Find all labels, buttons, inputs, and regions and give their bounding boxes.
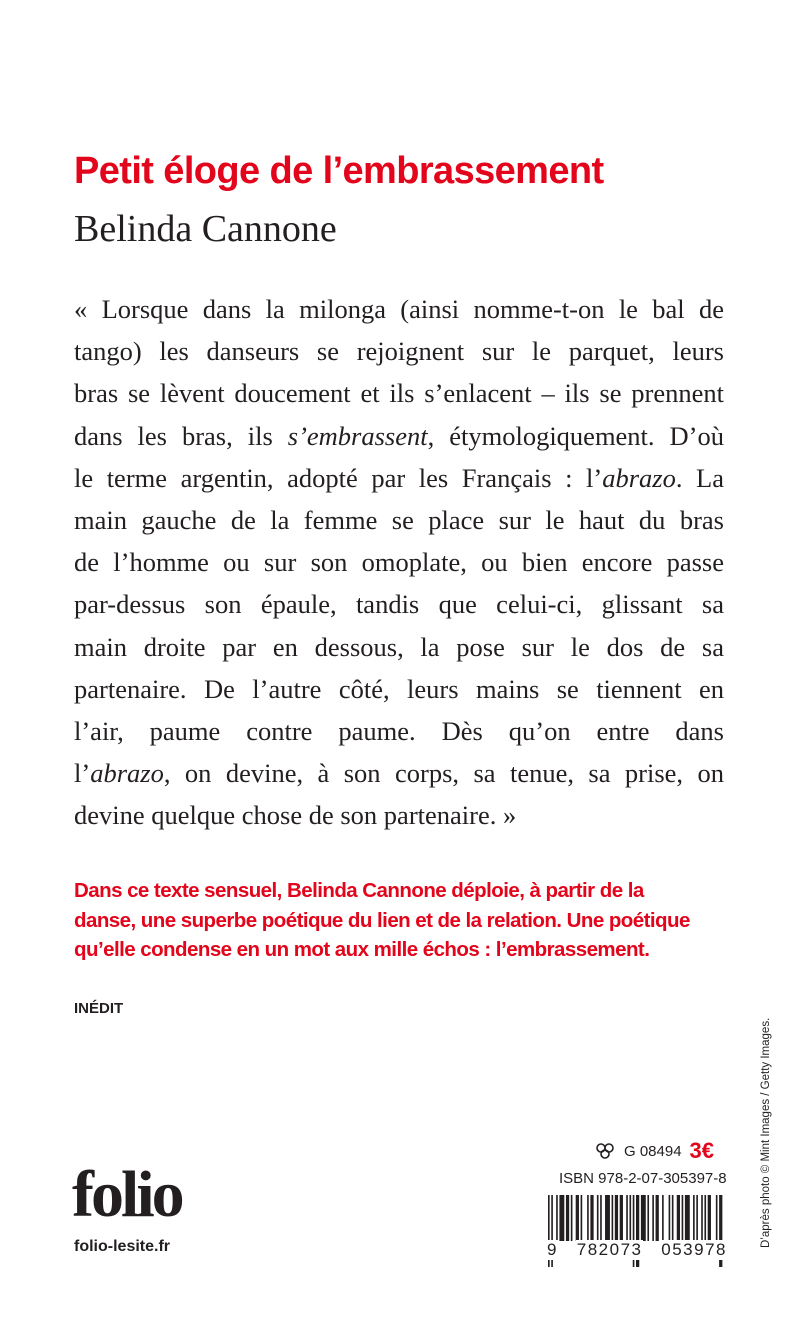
- barcode-bar: [708, 1195, 711, 1241]
- quote-text: , étymologiquement. D’où: [427, 420, 724, 451]
- isbn: ISBN 978-2-07-305397-8: [559, 1170, 727, 1187]
- quote-text: de l’homme ou sur son omoplate, ou bien encore passe: [74, 547, 724, 578]
- book-author: Belinda Cannone: [74, 208, 337, 250]
- barcode-bar: [615, 1195, 618, 1241]
- back-cover-quote: [74, 288, 724, 837]
- quote-text: main gauche de la femme se place sur le haut du bras: [74, 505, 724, 536]
- quote-text: par-dessus son épaule, tandis que celui-ci, glissant sa: [74, 589, 724, 620]
- barcode-bar: [590, 1195, 593, 1241]
- barcode-bar: [587, 1195, 589, 1241]
- barcode-bar: [662, 1195, 664, 1241]
- publisher-site: folio-lesite.fr: [74, 1238, 171, 1255]
- barcode-bar: [581, 1195, 583, 1241]
- barcode-digit-group: 053978: [661, 1240, 727, 1259]
- barcode-bar: [600, 1195, 602, 1241]
- quote-italic-text: abrazo: [602, 462, 676, 493]
- barcode-bar: [571, 1195, 573, 1241]
- quote-text: . La: [675, 462, 725, 493]
- barcode-bar: [677, 1195, 680, 1241]
- barcode-bar: [716, 1195, 718, 1241]
- quote-text: l’: [74, 758, 91, 789]
- barcode-bar: [626, 1195, 628, 1241]
- book-title: Petit éloge de l’embrassement: [74, 150, 604, 192]
- quote-line: [74, 415, 724, 457]
- barcode-bar: [652, 1195, 654, 1241]
- quote-text: bras se lèvent doucement et ils s’enlacent – ils se prennent: [74, 378, 724, 409]
- back-cover-blurb: [74, 876, 734, 965]
- barcode-bar: [556, 1195, 558, 1241]
- quote-line: [74, 288, 724, 330]
- barcode-bar: [612, 1195, 614, 1241]
- barcode-bar: [620, 1195, 623, 1241]
- quote-text: « Lorsque dans la milonga (ainsi nomme-t-on le bal de: [74, 294, 724, 324]
- barcode-bar: [647, 1195, 649, 1241]
- quote-line: [74, 752, 724, 794]
- quote-text: , on devine, à son corps, sa tenue, sa prise, on: [163, 758, 724, 789]
- barcode-digit-group: 782073: [576, 1240, 643, 1259]
- barcode-bar: [641, 1195, 646, 1241]
- quote-line: [74, 499, 724, 541]
- quote-line: [74, 457, 724, 499]
- barcode-bar: [704, 1195, 706, 1241]
- quote-text: dans les bras, ils: [74, 420, 288, 451]
- barcode-bar: [566, 1195, 569, 1241]
- quote-line: [74, 541, 724, 583]
- barcode-digits: [546, 1240, 728, 1260]
- price: 3€: [689, 1138, 715, 1163]
- edition-note: INÉDIT: [74, 1000, 124, 1017]
- photo-credit: [758, 1012, 774, 1260]
- quote-text: le terme argentin, adopté par les Français : l’: [74, 462, 603, 493]
- folio-logo: folio: [72, 1158, 182, 1231]
- quote-line: [74, 710, 724, 752]
- quote-line: [74, 794, 724, 836]
- barcode-digit-group: 9: [547, 1240, 558, 1259]
- quote-line: [74, 372, 724, 414]
- quote-italic-text: s’embrassent: [287, 420, 428, 451]
- blurb-line: qu’elle condense en un mot aux mille échos : l’embrassement.: [74, 938, 650, 961]
- quote-text: l’air, paume contre paume. Dès qu’on entre dans: [74, 716, 724, 747]
- quote-text: main droite par en dessous, la pose sur le dos de sa: [74, 631, 724, 662]
- barcode-bar: [576, 1195, 579, 1241]
- quote-line: [74, 583, 724, 625]
- barcode-bar: [696, 1195, 698, 1241]
- quote-italic-text: abrazo: [90, 758, 164, 789]
- barcode-bar: [656, 1195, 659, 1241]
- price-row: [594, 1138, 714, 1164]
- quote-text: partenaire. De l’autre côté, leurs mains se tiennent en: [74, 673, 724, 704]
- barcode-bar: [685, 1195, 690, 1241]
- quote-line: [74, 626, 724, 668]
- barcode-bar: [559, 1195, 564, 1241]
- quote-text: devine quelque chose de son partenaire. »: [74, 800, 517, 831]
- barcode-bar: [693, 1195, 695, 1241]
- quote-line: [74, 668, 724, 710]
- barcode-bar: [597, 1195, 599, 1241]
- barcode-bar: [682, 1195, 684, 1241]
- quote-line: [74, 330, 724, 372]
- blurb-line: Dans ce texte sensuel, Belinda Cannone déploie, à partir de la: [74, 879, 644, 902]
- photo-credit-text: D’après photo © Mint Images / Getty Images.: [760, 1017, 772, 1248]
- barcode-bar: [605, 1195, 610, 1241]
- barcode-bar: [629, 1195, 631, 1241]
- barcode-bar: [669, 1195, 671, 1241]
- blurb-line: danse, une superbe poétique du lien et de la relation. Une poétique: [74, 908, 690, 932]
- catalog-code: G 08494: [624, 1142, 682, 1160]
- publisher-mark-icon: [594, 1141, 616, 1161]
- barcode-bar: [672, 1195, 674, 1241]
- barcode-bar: [701, 1195, 703, 1241]
- quote-text: tango) les danseurs se rejoignent sur le parquet, leurs: [74, 336, 724, 367]
